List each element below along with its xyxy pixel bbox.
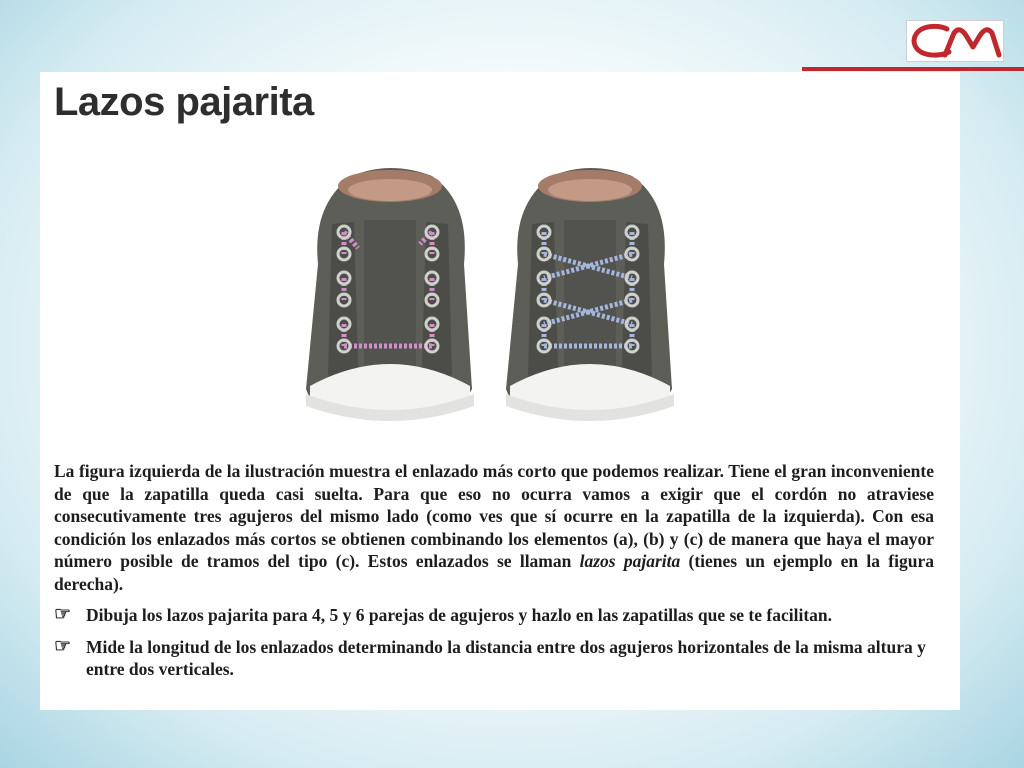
body-paragraph: [54, 460, 934, 596]
paragraph-text-1: La figura izquierda de la ilustración muestra el enlazado más corto que podemos realizar. Tiene el gran inconveniente de que la zapatilla queda casi suelta. Para que eso no ocurra vamos a exigir que el cordón no atraviese consecutivamente tres agujeros del mismo lado (como ves que sí ocurre en la zapatilla de la izquierda). Con esa condición los enlazados más cortos se obtienen combinando los elementos (a), (b) y (c) de manera que haya el mayor número posible de tramos del tipo (c). Estos enlazados se llaman: [54, 461, 934, 572]
paragraph-text-2: (tienes un ejemplo en la figura derecha).: [54, 551, 934, 594]
left-shoe: [306, 168, 474, 421]
paragraph-emphasis: lazos pajarita: [579, 551, 681, 572]
instruction-text: Mide la longitud de los enlazados determinando la distancia entre dos agujeros horizontales de la misma altura y entre dos verticales.: [86, 636, 926, 680]
pointing-hand-icon: ☞: [54, 635, 72, 657]
slide-title: Lazos pajarita: [54, 80, 314, 124]
cm-logo: [906, 20, 1004, 62]
shoes-illustration: [302, 164, 677, 426]
instruction-text: Dibuja los lazos pajarita para 4, 5 y 6 parejas de agujeros y hazlo en las zapatillas que se te facilitan.: [86, 605, 833, 625]
instruction-item: [54, 636, 944, 681]
header-accent-line: [802, 67, 1024, 71]
pointing-hand-icon: ☞: [54, 604, 72, 625]
instruction-item: [54, 604, 944, 627]
slide-content: [40, 72, 960, 710]
instruction-list: [54, 604, 944, 690]
right-shoe: [506, 168, 674, 421]
